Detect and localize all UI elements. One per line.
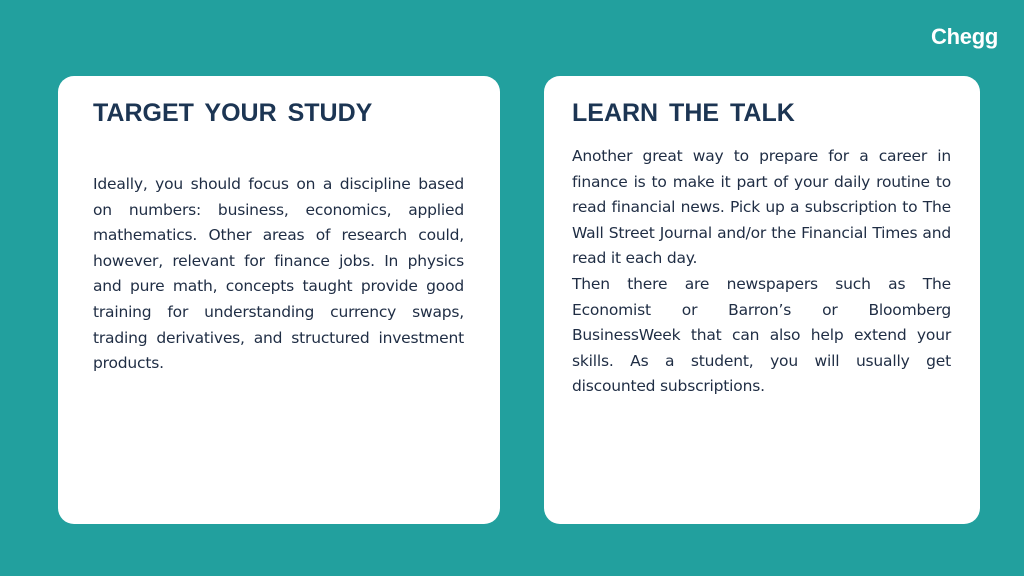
target-your-study-card: [58, 76, 500, 524]
learn-the-talk-title: LEARN THE TALK: [572, 99, 795, 127]
learn-the-talk-card: [544, 76, 980, 524]
learn-the-talk-paragraph-1: Another great way to prepare for a career in finance is to make it part of your daily routine to read financial news. Pick up a subscription to The Wall Street Journal and/or the Financial Times and read it each day.: [572, 147, 951, 268]
chegg-logo: Chegg: [931, 24, 998, 49]
target-your-study-text: Ideally, you should focus on a discipline based on numbers: business, economics, applied mathematics. Other areas of research could, however, relevant for finance jobs. In physics and pure math, concepts taught provide good training for understanding currency swaps, trading derivatives, and structured investment products.: [93, 175, 464, 373]
target-your-study-title: TARGET YOUR STUDY: [93, 99, 373, 127]
learn-the-talk-paragraph-2: Then there are newspapers such as The Economist or Barron’s or Bloomberg BusinessWeek that can also help extend your skills. As a student, you will usually get discounted subscriptions.: [572, 274, 951, 396]
